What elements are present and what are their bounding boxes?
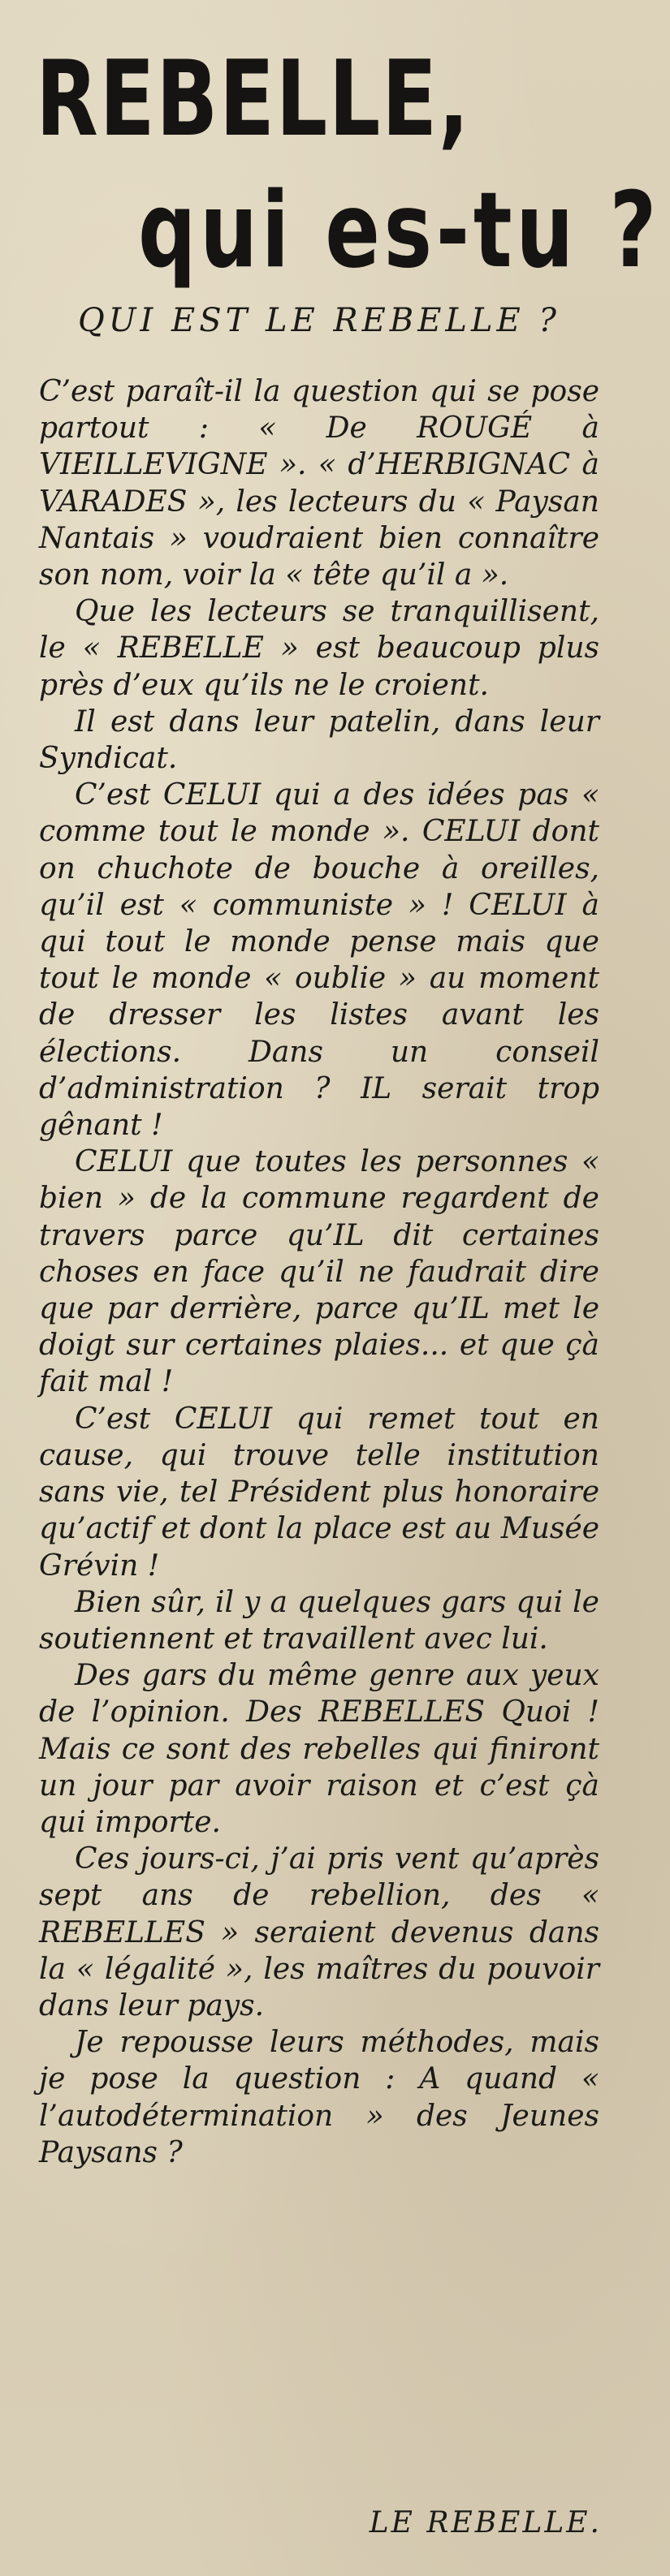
paragraph: Je repousse leurs méthodes, mais je pose la question : A quand « l’autodétermination » des Jeunes Paysans ? (39, 2026, 599, 2169)
paragraph: Il est dans leur patelin, dans leur Syndicat. (39, 704, 599, 776)
headline-line-2: qui es-tu ? (138, 170, 661, 291)
paragraph: CELUI que toutes les personnes « bien » de la commune regardent de travers parce qu’IL dit certaines choses en face qu’il ne faudrait dire que par derrière, parce qu’IL met le doigt sur certaines plaies... et que çà fait mal ! (39, 1145, 599, 1399)
subheading: QUI EST LE REBELLE ? (78, 302, 560, 339)
article-body (39, 373, 599, 2171)
paragraph: Que les lecteurs se tranquillisent, le « REBELLE » est beaucoup plus près d’eux qu’ils ne le croient. (39, 595, 599, 702)
paragraph: C’est CELUI qui remet tout en cause, qui trouve telle institution sans vie, tel Président plus honoraire qu’actif et dont la place est au Musée Grévin ! (39, 1402, 599, 1583)
headline-line-1: REBELLE, (36, 39, 471, 160)
signature: LE REBELLE. (369, 2506, 602, 2539)
paragraph: Bien sûr, il y a quelques gars qui le soutiennent et travaillent avec lui. (39, 1585, 599, 1656)
paragraph: Ces jours-ci, j’ai pris vent qu’après sept ans de rebellion, des « REBELLES » seraient devenus dans la « légalité », les maîtres du pouvoir dans leur pays. (39, 1842, 599, 2022)
paragraph: Des gars du même genre aux yeux de l’opinion. Des REBELLES Quoi ! Mais ce sont des rebelles qui finiront un jour par avoir raison et c’est çà qui importe. (39, 1659, 599, 1839)
paragraph: C’est paraît-il la question qui se pose partout : « De ROUGÉ à VIEILLEVIGNE ». « d’HERBIGNAC à VARADES », les lecteurs du « Paysan Nantais » voudraient bien connaître son nom, voir la « tête qu’il a ». (39, 375, 599, 592)
paragraph: C’est CELUI qui a des idées pas « comme tout le monde ». CELUI dont on chuchote de bouche à oreilles, qu’il est « communiste » ! CELUI à qui tout le monde pense mais que tout le monde « oublie » au moment de dresser les listes avant les élections. Dans un conseil d’administration ? IL serait trop gênant ! (39, 778, 599, 1143)
